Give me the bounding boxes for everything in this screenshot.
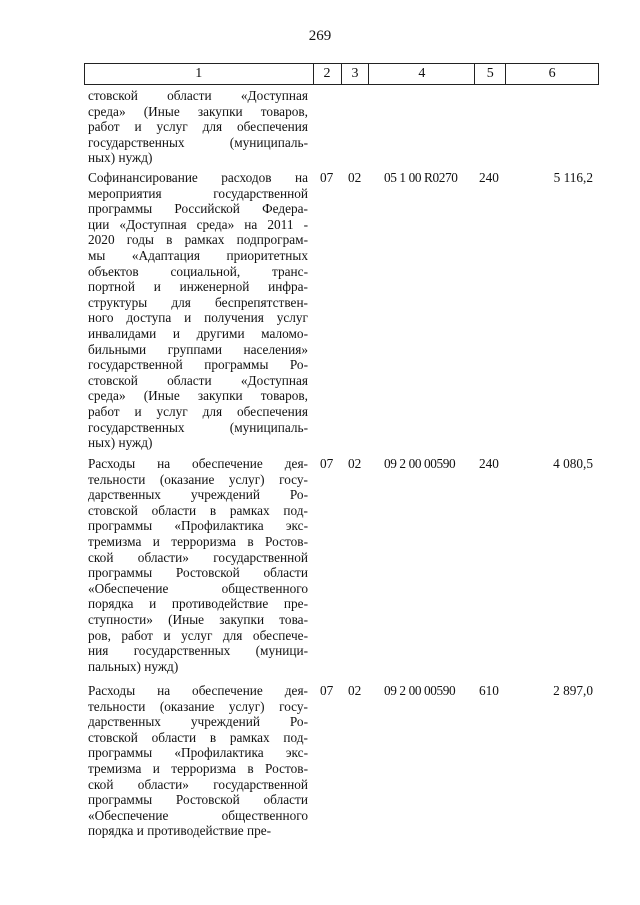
description-line: Расходы на обеспечение дея- bbox=[88, 456, 308, 471]
description-line: ской области» государственной bbox=[88, 776, 308, 792]
description-line: среда» (Иные закупки товаров, bbox=[88, 388, 308, 404]
row-description bbox=[88, 683, 308, 839]
description-line: программы Ростовской области bbox=[88, 792, 308, 808]
description-line: «Обеспечение общественного bbox=[88, 580, 308, 596]
amount-value: 4 080,5 bbox=[553, 456, 593, 471]
subsection-code: 02 bbox=[348, 683, 362, 698]
description-line: дарственных учреждений Ро- bbox=[88, 714, 308, 730]
row-description bbox=[88, 456, 308, 674]
description-line: порядка и противодействие пре- bbox=[88, 596, 308, 612]
expense-type-code: 240 bbox=[479, 456, 499, 471]
description-line: ров, работ и услуг для обеспече- bbox=[88, 627, 308, 643]
column-header-2: 2 bbox=[314, 64, 342, 84]
description-line: государственных (муниципаль- bbox=[88, 134, 308, 150]
description-line: стовской области «Доступная bbox=[88, 88, 308, 103]
description-line: портной и инженерной инфра- bbox=[88, 279, 308, 295]
description-line: ния государственных (муници- bbox=[88, 643, 308, 659]
description-line: Расходы на обеспечение дея- bbox=[88, 683, 308, 698]
description-line: порядка и противодействие пре- bbox=[88, 823, 272, 839]
description-line: Софинансирование расходов на bbox=[88, 170, 308, 185]
description-line: программы «Профилактика экс- bbox=[88, 518, 308, 534]
target-article-code: 09 2 00 00590 bbox=[384, 683, 456, 698]
row-description bbox=[88, 88, 308, 166]
page-number: 269 bbox=[308, 28, 332, 44]
description-line: ного доступа и получения услуг bbox=[88, 310, 308, 326]
description-line: тремизма и терроризма в Ростов- bbox=[88, 533, 308, 549]
amount-value: 2 897,0 bbox=[553, 683, 593, 698]
subsection-code: 02 bbox=[348, 170, 362, 185]
description-line: программы Российской Федера- bbox=[88, 201, 308, 217]
description-line: «Обеспечение общественного bbox=[88, 807, 308, 823]
target-article-code: 09 2 00 00590 bbox=[384, 456, 456, 471]
section-code: 07 bbox=[320, 456, 334, 471]
table-header bbox=[84, 63, 599, 85]
description-line: стовской области в рамках под- bbox=[88, 502, 308, 518]
column-header-4: 4 bbox=[369, 64, 475, 84]
description-line: инвалидами и другими маломо- bbox=[88, 325, 308, 341]
section-code: 07 bbox=[320, 683, 334, 698]
expense-type-code: 240 bbox=[479, 170, 499, 185]
description-line: ции «Доступная среда» на 2011 - bbox=[88, 216, 308, 232]
description-line: работ и услуг для обеспечения bbox=[88, 403, 308, 419]
description-line: объектов социальной, транс- bbox=[88, 263, 308, 279]
description-line: стовской области «Доступная bbox=[88, 372, 308, 388]
column-header-1: 1 bbox=[85, 64, 314, 84]
description-line: программы «Профилактика экс- bbox=[88, 745, 308, 761]
column-header-5: 5 bbox=[475, 64, 506, 84]
description-line: 2020 годы в рамках подпрограм- bbox=[88, 232, 308, 248]
column-header-6: 6 bbox=[506, 64, 599, 84]
subsection-code: 02 bbox=[348, 456, 362, 471]
row-description bbox=[88, 170, 308, 451]
description-line: ных) нужд) bbox=[88, 435, 153, 451]
description-line: мы «Адаптация приоритетных bbox=[88, 247, 308, 263]
expense-type-code: 610 bbox=[479, 683, 499, 698]
column-header-3: 3 bbox=[342, 64, 370, 84]
description-line: стовской области в рамках под- bbox=[88, 729, 308, 745]
description-line: ных) нужд) bbox=[88, 150, 153, 166]
description-line: ступности» (Иные закупки това- bbox=[88, 611, 308, 627]
description-line: ской области» государственной bbox=[88, 549, 308, 565]
section-code: 07 bbox=[320, 170, 334, 185]
description-line: работ и услуг для обеспечения bbox=[88, 119, 308, 135]
description-line: среда» (Иные закупки товаров, bbox=[88, 103, 308, 119]
description-line: тремизма и терроризма в Ростов- bbox=[88, 760, 308, 776]
target-article-code: 05 1 00 R0270 bbox=[384, 170, 458, 185]
description-line: пальных) нужд) bbox=[88, 658, 179, 674]
description-line: программы Ростовской области bbox=[88, 565, 308, 581]
description-line: бильными группами населения» bbox=[88, 341, 308, 357]
amount-value: 5 116,2 bbox=[553, 170, 593, 185]
description-line: государственной программы Ро- bbox=[88, 357, 308, 373]
description-line: тельности (оказание услуг) госу- bbox=[88, 471, 308, 487]
description-line: тельности (оказание услуг) госу- bbox=[88, 698, 308, 714]
description-line: структуры для беспрепятствен- bbox=[88, 294, 308, 310]
description-line: дарственных учреждений Ро- bbox=[88, 487, 308, 503]
description-line: мероприятия государственной bbox=[88, 185, 308, 201]
description-line: государственных (муниципаль- bbox=[88, 419, 308, 435]
